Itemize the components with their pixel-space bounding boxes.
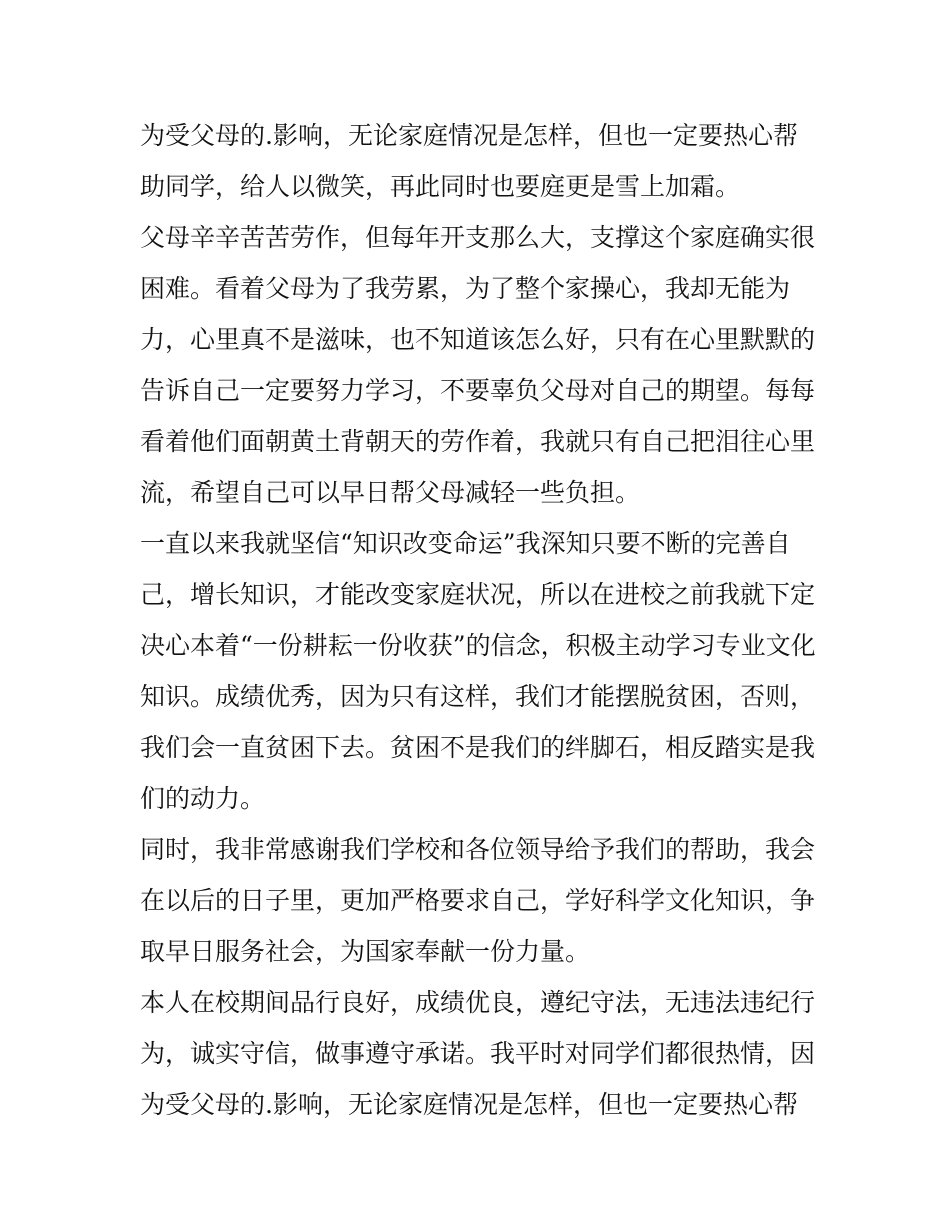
text-line: 流，希望自己可以早日帮父母减轻一些负担。 — [140, 478, 641, 507]
text-line: 为，诚实守信，做事遵守承诺。我平时对同学们都很热情，因 — [140, 1039, 816, 1068]
text-line: 困难。看着父母为了我劳累，为了整个家操心，我却无能为 — [140, 274, 791, 303]
text-line: 一直以来我就坚信“知识改变命运”我深知只要不断的完善自 — [140, 529, 791, 558]
text-line: 己，增长知识，才能改变家庭状况，所以在进校之前我就下定 — [140, 580, 816, 609]
text-line: 决心本着“一份耕耘一份收获”的信念，积极主动学习专业文化 — [140, 631, 816, 660]
text-line: 我们会一直贫困下去。贫困不是我们的绊脚石，相反踏实是我 — [140, 733, 816, 762]
text-line: 看着他们面朝黄土背朝天的劳作着，我就只有自己把泪往心里 — [140, 427, 816, 456]
text-line: 们的动力。 — [140, 784, 266, 813]
text-line: 取早日服务社会，为国家奉献一份力量。 — [140, 937, 591, 966]
text-line: 为受父母的.影响，无论家庭情况是怎样，但也一定要热心帮 — [140, 121, 798, 150]
text-line: 本人在校期间品行良好，成绩优良，遵纪守法，无违法违纪行 — [140, 988, 816, 1017]
text-line: 为受父母的.影响，无论家庭情况是怎样，但也一定要热心帮 — [140, 1090, 798, 1119]
text-line: 告诉自己一定要努力学习，不要辜负父母对自己的期望。每每 — [140, 376, 816, 405]
text-line: 在以后的日子里，更加严格要求自己，学好科学文化知识，争 — [140, 886, 816, 915]
text-line: 同时，我非常感谢我们学校和各位领导给予我们的帮助，我会 — [140, 835, 816, 864]
text-line: 父母辛辛苦苦劳作，但每年开支那么大，支撑这个家庭确实很 — [140, 223, 816, 252]
text-line: 助同学，给人以微笑，再此同时也要庭更是雪上加霜。 — [140, 172, 741, 201]
text-line: 知识。成绩优秀，因为只有这样，我们才能摆脱贫困，否则， — [140, 682, 816, 711]
document-body — [140, 110, 820, 1130]
text-line: 力，心里真不是滋味，也不知道该怎么好，只有在心里默默的 — [140, 325, 816, 354]
